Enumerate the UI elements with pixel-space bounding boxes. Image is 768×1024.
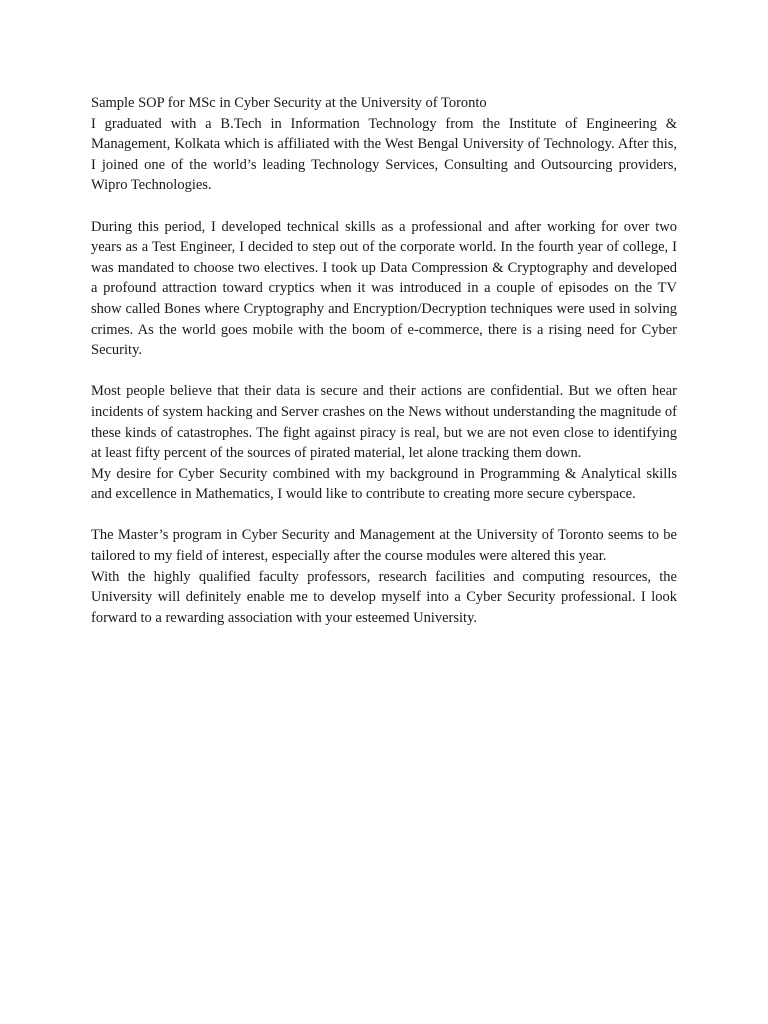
paragraph-gap [91, 505, 677, 526]
document-title: Sample SOP for MSc in Cyber Security at the University of Toronto [91, 95, 487, 111]
paragraph-experience: During this period, I developed technical skills as a professional and after working for over two years as a Test Engineer, I decided to step out of the corporate world. In the fourth year of college, I was mandated to choose two electives. I took up Data Compression & Cryptography and developed a profound attraction toward cryptics when it was introduced in a couple of episodes on the TV show called Bones where Cryptography and Encryption/Decryption techniques were used in solving crimes. As the world goes mobile with the boom of e-commerce, there is a rising need for Cyber Security. [91, 218, 677, 359]
paragraph-motivation: Most people believe that their data is secure and their actions are confidential. But we often hear incidents of system hacking and Server crashes on the News without understanding the magnitude of these kinds of catastrophes. The fight against piracy is real, but we are not even close to identifying at least fifty percent of the sources of pirated material, let alone tracking them down. [91, 383, 677, 462]
paragraph-education: I graduated with a B.Tech in Information Technology from the Institute of Engineering & Management, Kolkata which is affiliated with the West Bengal University of Technology. After this, I joined one of the world’s leading Technology Services, Consulting and Outsourcing providers, Wipro Technologies. [91, 115, 677, 194]
paragraph-gap [91, 196, 677, 217]
document-page [91, 93, 677, 628]
paragraph-program: The Master’s program in Cyber Security and Management at the University of Toronto seems to be tailored to my field of interest, especially after the course modules were altered this year. [91, 527, 677, 565]
paragraph-closing: With the highly qualified faculty professors, research facilities and computing resources, the University will definitely enable me to develop myself into a Cyber Security professional. I look forward to a rewarding association with your esteemed University. [91, 568, 677, 626]
paragraph-desire: My desire for Cyber Security combined with my background in Programming & Analytical skills and excellence in Mathematics, I would like to contribute to creating more secure cyberspace. [91, 465, 677, 503]
paragraph-gap [91, 361, 677, 382]
